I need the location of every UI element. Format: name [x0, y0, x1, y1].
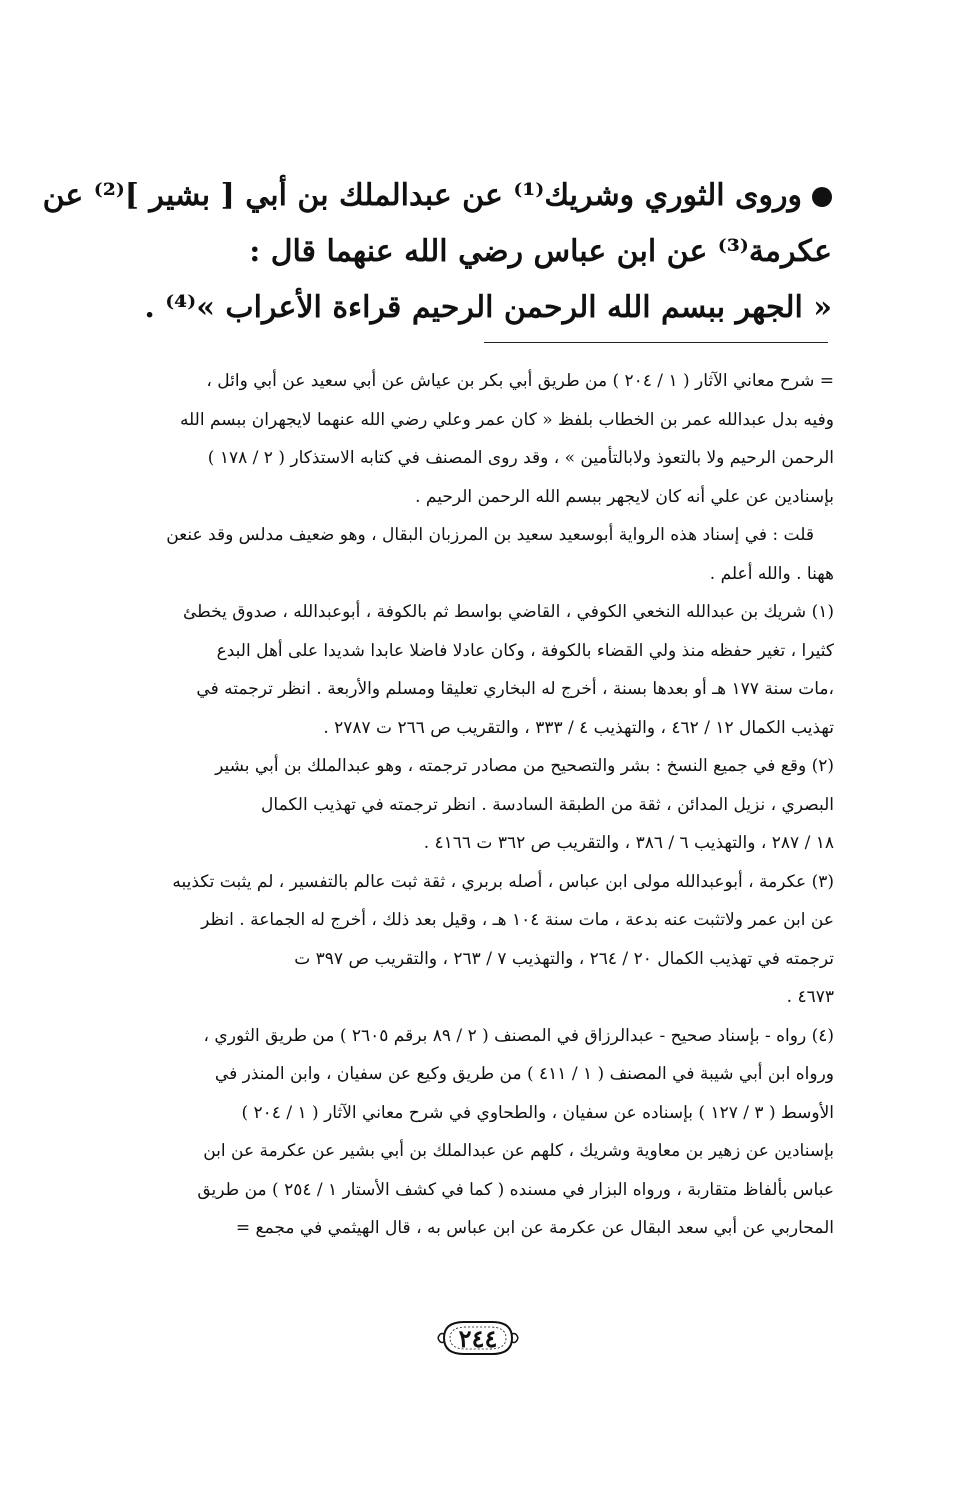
footnote-line: قلت : في إسناد هذه الرواية أبوسعيد سعيد بن المرزبان البقال ، وهو ضعيف مدلس وقد عنعن	[166, 525, 814, 545]
main-text-line-1: وروى الثوري وشريك⁽¹⁾ عن عبدالملك بن أبي [ بشير ]⁽²⁾ عن	[112, 168, 832, 224]
main-text-quote: « الجهر ببسم الله الرحمن الرحيم قراءة الأعراب »⁽⁴⁾ .	[144, 290, 832, 325]
footnote-3-line: (٣) عكرمة ، أبوعبدالله مولى ابن عباس ، أصله بربري ، ثقة ثبت عالم بالتفسير ، لم يثبت تكذيبه	[172, 871, 834, 892]
footnote-line: ههنا . والله أعلم .	[709, 563, 834, 584]
footnotes-block	[112, 362, 834, 1248]
footnote-1-line: تهذيب الكمال ١٢ / ٤٦٢ ، والتهذيب ٤ / ٣٣٣ ، والتقريب ص ٢٦٦ ت ٢٧٨٧ .	[323, 717, 834, 738]
footnote-1-line: كثيرا ، تغير حفظه منذ ولي القضاء بالكوفة ، وكان عادلا فاضلا عابدا شديدا على أهل البدع	[216, 640, 834, 661]
page-number	[434, 1318, 522, 1358]
footnote-3-line: ٤٦٧٣ .	[786, 987, 834, 1007]
footnote-line: وفيه بدل عبدالله عمر بن الخطاب بلفظ « كان عمر وعلي رضي الله عنهما لايجهران ببسم الله	[179, 409, 834, 430]
main-text-block	[42, 168, 832, 336]
footnote-line: الرحمن الرحيم ولا بالتعوذ ولابالتأمين » ، وقد روى المصنف في كتابه الاستذكار ( ٢ / ١٧٨ )	[207, 448, 834, 468]
footnote-4-line: (٤) رواه - بإسناد صحيح - عبدالرزاق في المصنف ( ٢ / ٨٩ برقم ٢٦٠٥ ) من طريق الثوري ،	[203, 1025, 834, 1046]
footnote-4-line: المحاربي عن أبي سعد البقال عن عكرمة عن ابن عباس به ، قال الهيثمي في مجمع =	[235, 1218, 834, 1238]
footnote-1-line: (١) شريك بن عبدالله النخعي الكوفي ، القاضي بواسط ثم بالكوفة ، أبوعبدالله ، صدوق يخطئ	[183, 602, 834, 622]
footnote-4-line: ورواه ابن أبي شيبة في المصنف ( ١ / ٤١١ ) من طريق وكيع عن سفيان ، وابن المنذر في	[214, 1064, 834, 1084]
footnote-3-line: عن ابن عمر ولاتثبت عنه بدعة ، مات سنة ١٠٤ هـ ، وقيل بعد ذلك ، أخرج له الجماعة . انظر	[201, 910, 834, 930]
footnote-3-line: ترجمته في تهذيب الكمال ٢٠ / ٢٦٤ ، والتهذيب ٧ / ٢٦٣ ، والتقريب ص ٣٩٧ ت	[294, 948, 834, 969]
main-text-line-2: عكرمة⁽³⁾ عن ابن عباس رضي الله عنهما قال :	[249, 234, 832, 269]
footnote-2-line: (٢) وقع في جميع النسخ : بشر والتصحيح من مصادر ترجمته ، وهو عبدالملك بن أبي بشير	[215, 756, 834, 776]
footnote-1-line: ،مات سنة ١٧٧ هـ أو بعدها بسنة ، أخرج له البخاري تعليقا ومسلم والأربعة . انظر ترجمته في	[196, 679, 834, 699]
footnote-4-line: بإسنادين عن زهير بن معاوية وشريك ، كلهم عن عبدالملك بن أبي بشير عن عكرمة عن ابن	[203, 1141, 834, 1161]
footnote-4-line: الأوسط ( ٣ / ١٢٧ ) بإسناده عن سفيان ، والطحاوي في شرح معاني الآثار ( ١ / ٢٠٤ )	[241, 1102, 834, 1123]
footnote-2-line: ١٨ / ٢٨٧ ، والتهذيب ٦ / ٣٨٦ ، والتقريب ص ٣٦٢ ت ٤١٦٦ .	[423, 833, 834, 853]
footnote-4-line: عباس بألفاظ متقاربة ، ورواه البزار في مسنده ( كما في كشف الأستار ١ / ٢٥٤ ) من طريق	[197, 1179, 834, 1200]
footnote-line: = شرح معاني الآثار ( ١ / ٢٠٤ ) من طريق أبي بكر بن عياش عن أبي سعيد عن أبي وائل ،	[206, 371, 834, 391]
footnote-line: بإسنادين عن علي أنه كان لايجهر ببسم الله الرحمن الرحيم .	[415, 486, 834, 507]
page-number-text: ٢٤٤	[458, 1323, 498, 1353]
footnote-divider	[484, 342, 828, 343]
footnote-2-line: البصري ، نزيل المدائن ، ثقة من الطبقة السادسة . انظر ترجمته في تهذيب الكمال	[261, 794, 834, 815]
bullet-icon	[812, 187, 832, 207]
